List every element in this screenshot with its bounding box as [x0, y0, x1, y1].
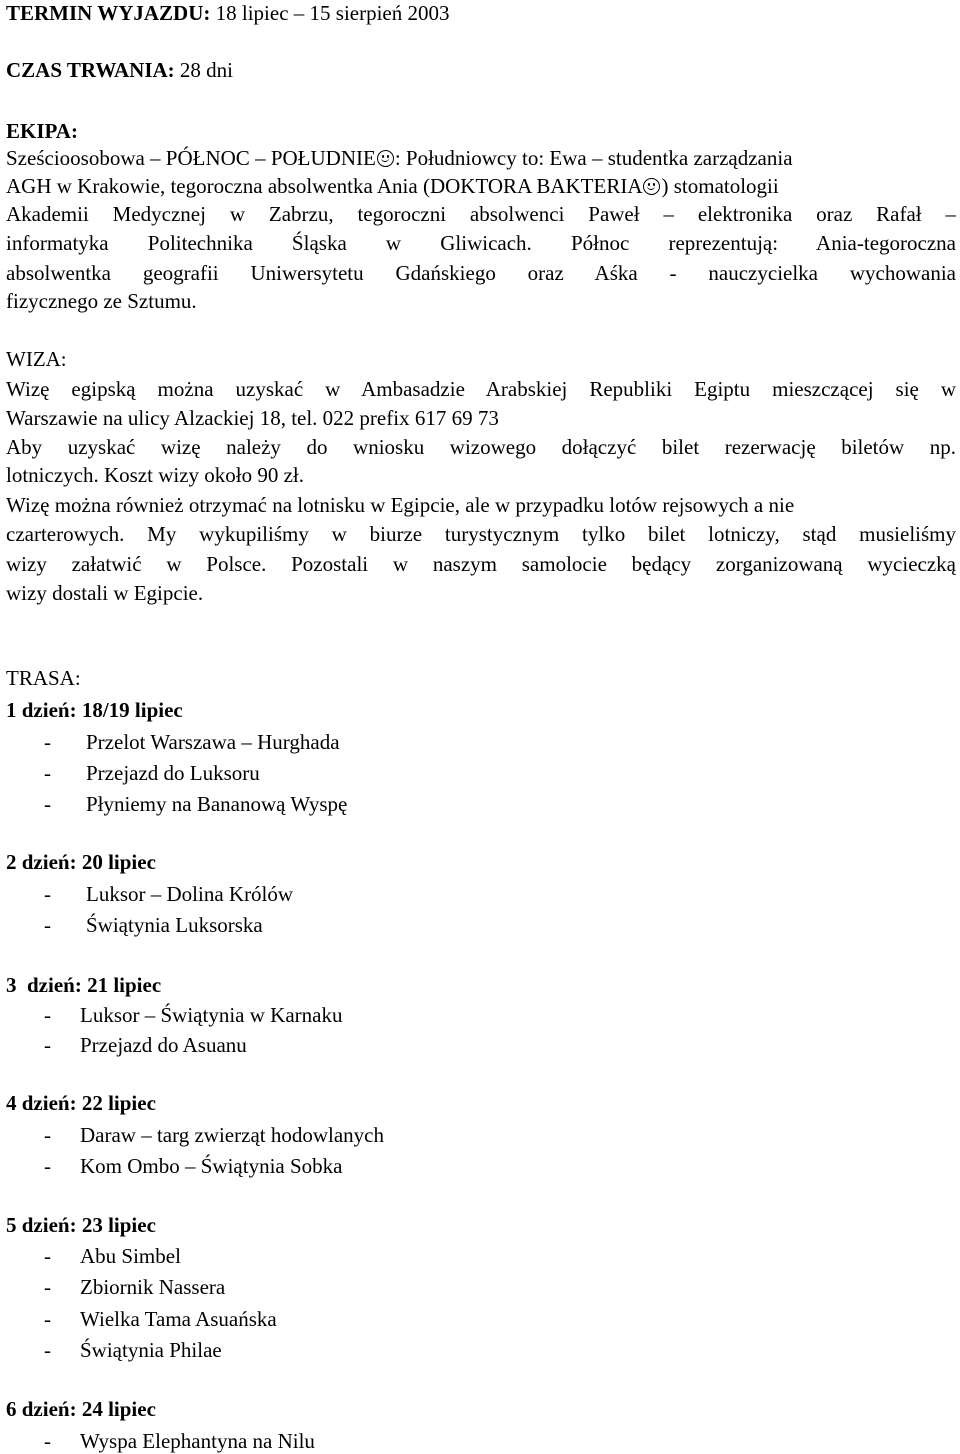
list-item: [44, 1274, 225, 1300]
trasa-heading: TRASA:: [6, 666, 81, 690]
bullet-dash: -: [44, 792, 51, 816]
list-item: [44, 760, 260, 786]
bullet-dash: -: [44, 1244, 51, 1268]
list-item: [44, 1306, 277, 1332]
bullet-dash: -: [44, 1033, 51, 1057]
smiley-icon: [643, 178, 660, 195]
list-item-text: Luksor – Dolina Królów: [86, 882, 294, 906]
list-item-text: Przejazd do Luksoru: [86, 761, 260, 785]
czas-label: CZAS TRWANIA:: [6, 58, 175, 82]
list-item-text: Daraw – targ zwierząt hodowlanych: [80, 1123, 384, 1147]
ekipa-line-3: Akademii Medycznej w Zabrzu, tegoroczni absolwenci Paweł – elektronika oraz Rafał –: [6, 202, 956, 226]
list-item: [44, 1337, 222, 1363]
czas-line: [6, 57, 233, 83]
bullet-dash: -: [44, 913, 51, 937]
wiza-heading: WIZA:: [6, 347, 67, 371]
wiza-line-4: lotniczych. Koszt wizy około 90 zł.: [6, 463, 305, 487]
list-item-text: Kom Ombo – Świątynia Sobka: [80, 1154, 343, 1178]
list-item-text: Przejazd do Asuanu: [80, 1033, 247, 1057]
ekipa-line-5: absolwentka geografii Uniwersytetu Gdańskiego oraz Aśka - nauczycielka wychowania: [6, 261, 956, 285]
list-item: [44, 1122, 384, 1148]
list-item: [44, 1243, 181, 1269]
termin-label: TERMIN WYJAZDU:: [6, 1, 211, 25]
list-item: [44, 881, 293, 907]
list-item-text: Przelot Warszawa – Hurghada: [86, 730, 340, 754]
list-item-text: Zbiornik Nassera: [80, 1275, 226, 1299]
list-item-text: Wielka Tama Asuańska: [80, 1307, 277, 1331]
bullet-dash: -: [44, 1275, 51, 1299]
wiza-line-2: Warszawie na ulicy Alzackiej 18, tel. 022 prefix 617 69 73: [6, 406, 499, 430]
bullet-dash: -: [44, 1338, 51, 1362]
day-6-title: 6 dzień: 24 lipiec: [6, 1397, 156, 1421]
list-item: [44, 729, 340, 755]
day-5-title: 5 dzień: 23 lipiec: [6, 1213, 156, 1237]
wiza-line-6: czarterowych. My wykupiliśmy w biurze turystycznym tylko bilet lotniczy, stąd musieliśmy: [6, 522, 956, 546]
bullet-dash: -: [44, 882, 51, 906]
bullet-dash: -: [44, 1003, 51, 1027]
termin-line: [6, 0, 450, 26]
list-item: [44, 1002, 342, 1028]
day-1-title: 1 dzień: 18/19 lipiec: [6, 698, 183, 722]
bullet-dash: -: [44, 1154, 51, 1178]
termin-value: 18 lipiec – 15 sierpień 2003: [210, 1, 450, 25]
bullet-dash: -: [44, 730, 51, 754]
wiza-line-1: Wizę egipską można uzyskać w Ambasadzie Arabskiej Republiki Egiptu mieszczącej się w: [6, 377, 956, 401]
list-item: [44, 1153, 343, 1179]
list-item-text: Wyspa Elephantyna na Nilu: [80, 1429, 315, 1453]
list-item: [44, 791, 347, 817]
ekipa-line-6: fizycznego ze Sztumu.: [6, 289, 197, 313]
list-item-text: Płyniemy na Bananową Wyspę: [86, 792, 348, 816]
list-item: [44, 1032, 247, 1058]
list-item-text: Luksor – Świątynia w Karnaku: [80, 1003, 343, 1027]
ekipa-line-1a: Sześcioosobowa – PÓŁNOC – POŁUDNIE: [6, 146, 376, 170]
ekipa-line-2b: ) stomatologii: [661, 174, 779, 198]
day-2-title: 2 dzień: 20 lipiec: [6, 850, 156, 874]
bullet-dash: -: [44, 761, 51, 785]
bullet-dash: -: [44, 1307, 51, 1331]
ekipa-line-2a: AGH w Krakowie, tegoroczna absolwentka Ania (DOKTORA BAKTERIA: [6, 174, 643, 198]
wiza-line-8: wizy dostali w Egipcie.: [6, 581, 204, 605]
list-item: [44, 912, 263, 938]
ekipa-heading: EKIPA:: [6, 119, 78, 143]
ekipa-line-1: [6, 145, 793, 171]
wiza-line-5: Wizę można również otrzymać na lotnisku w Egipcie, ale w przypadku lotów rejsowych a nie: [6, 493, 795, 517]
list-item-text: Świątynia Luksorska: [86, 913, 263, 937]
wiza-line-7: wizy załatwić w Polsce. Pozostali w naszym samolocie będący zorganizowaną wycieczką: [6, 552, 956, 576]
czas-value: 28 dni: [174, 58, 233, 82]
day-4-title: 4 dzień: 22 lipiec: [6, 1091, 156, 1115]
ekipa-line-1b: : Południowcy to: Ewa – studentka zarządzania: [394, 146, 793, 170]
bullet-dash: -: [44, 1123, 51, 1147]
smiley-icon: [377, 150, 394, 167]
day-3-title: 3 dzień: 21 lipiec: [6, 973, 162, 997]
bullet-dash: -: [44, 1429, 51, 1453]
ekipa-line-2: [6, 173, 779, 199]
list-item-text: Abu Simbel: [80, 1244, 181, 1268]
list-item-text: Świątynia Philae: [80, 1338, 222, 1362]
list-item: [44, 1428, 315, 1454]
wiza-line-3: Aby uzyskać wizę należy do wniosku wizowego dołączyć bilet rezerwację biletów np.: [6, 435, 956, 459]
ekipa-line-4: informatyka Politechnika Śląska w Gliwicach. Północ reprezentują: Ania-tegoroczna: [6, 231, 956, 255]
